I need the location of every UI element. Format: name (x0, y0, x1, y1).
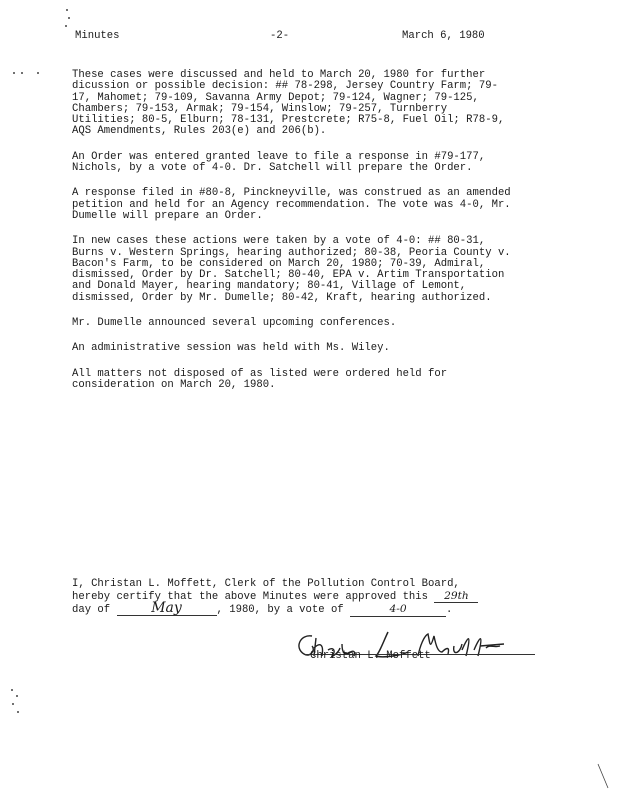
paragraph-continued-cases: These cases were discussed and held to March 20, 1980 for further dicussion or possible decision: ## 78-298, Jersey Country Farm; 79-17, Mahomet; 79-109, Savanna Army Depot; 79-124, Wagner; 79-125, Chambers; 79-153, Armak; 79-154, Winslow; 79-257, Turnberry Utilities; 80-5, Elburn; 78-131, Prestcrete; R75-8, Fuel Oil; R78-9, AQS Amendments, Rules 203(e) and 206(b). (72, 69, 505, 138)
cert-line-1: I, Christan L. Moffett, Clerk of the Pollution Control Board, (72, 578, 460, 590)
approval-day-field: 29th (434, 591, 478, 604)
clerk-printed-name: Christan L. Moffett (310, 650, 431, 662)
paragraph-conferences: Mr. Dumelle announced several upcoming conferences. (72, 317, 397, 330)
scan-speck (62, 6, 76, 36)
clerk-certification (72, 579, 524, 617)
approval-vote-field: 4-0 (350, 604, 446, 617)
paragraph-matters-held: All matters not disposed of as listed were ordered held for consideration on March 20, 1980. (72, 367, 448, 391)
header-title: Minutes (75, 30, 120, 42)
cert-line-3: day of May , 1980, by a vote of 4-0 . (72, 600, 453, 616)
page-number: -2- (270, 30, 290, 42)
paragraph-administrative-session: An administrative session was held with Ms. Wiley. (72, 342, 390, 355)
scan-speck (596, 762, 612, 792)
paragraph-order-nichols: An Order was entered granted leave to file a response in #79-177, Nichols, by a vote of 4-0. Dr. Satchell will prepare the Order. (72, 150, 486, 175)
paragraph-new-cases: In new cases these actions were taken by a vote of 4-0: ## 80-31, Burns v. Western Springs, hearing authorized; 80-38, Peoria County v. Bacon's Farm, to be considered on March 20, 1980; 70-39, Admiral, dismissed, Order by Dr. Satchell; 80-40, EPA v. Artim Transportation and Donald Mayer, hearing mandatory; 80-41, Village of Lemont, dismissed, Order by Mr. Dumelle; 80-42, Kraft, hearing authorized. (72, 235, 511, 304)
scan-speck (8, 68, 48, 78)
header-date: March 6, 1980 (402, 30, 485, 42)
approval-month-field: May (117, 603, 217, 616)
paragraph-response-pinckneyville: A response filed in #80-8, Pinckneyville, was construed as an amended petition and held for an Agency recommendation. The vote was 4-0, Mr. Dumelle will prepare an Order. (72, 187, 511, 222)
scan-speck (8, 686, 24, 722)
cert-line-2: hereby certify that the above Minutes were approved this 29th (72, 591, 524, 604)
minutes-body (72, 70, 512, 405)
